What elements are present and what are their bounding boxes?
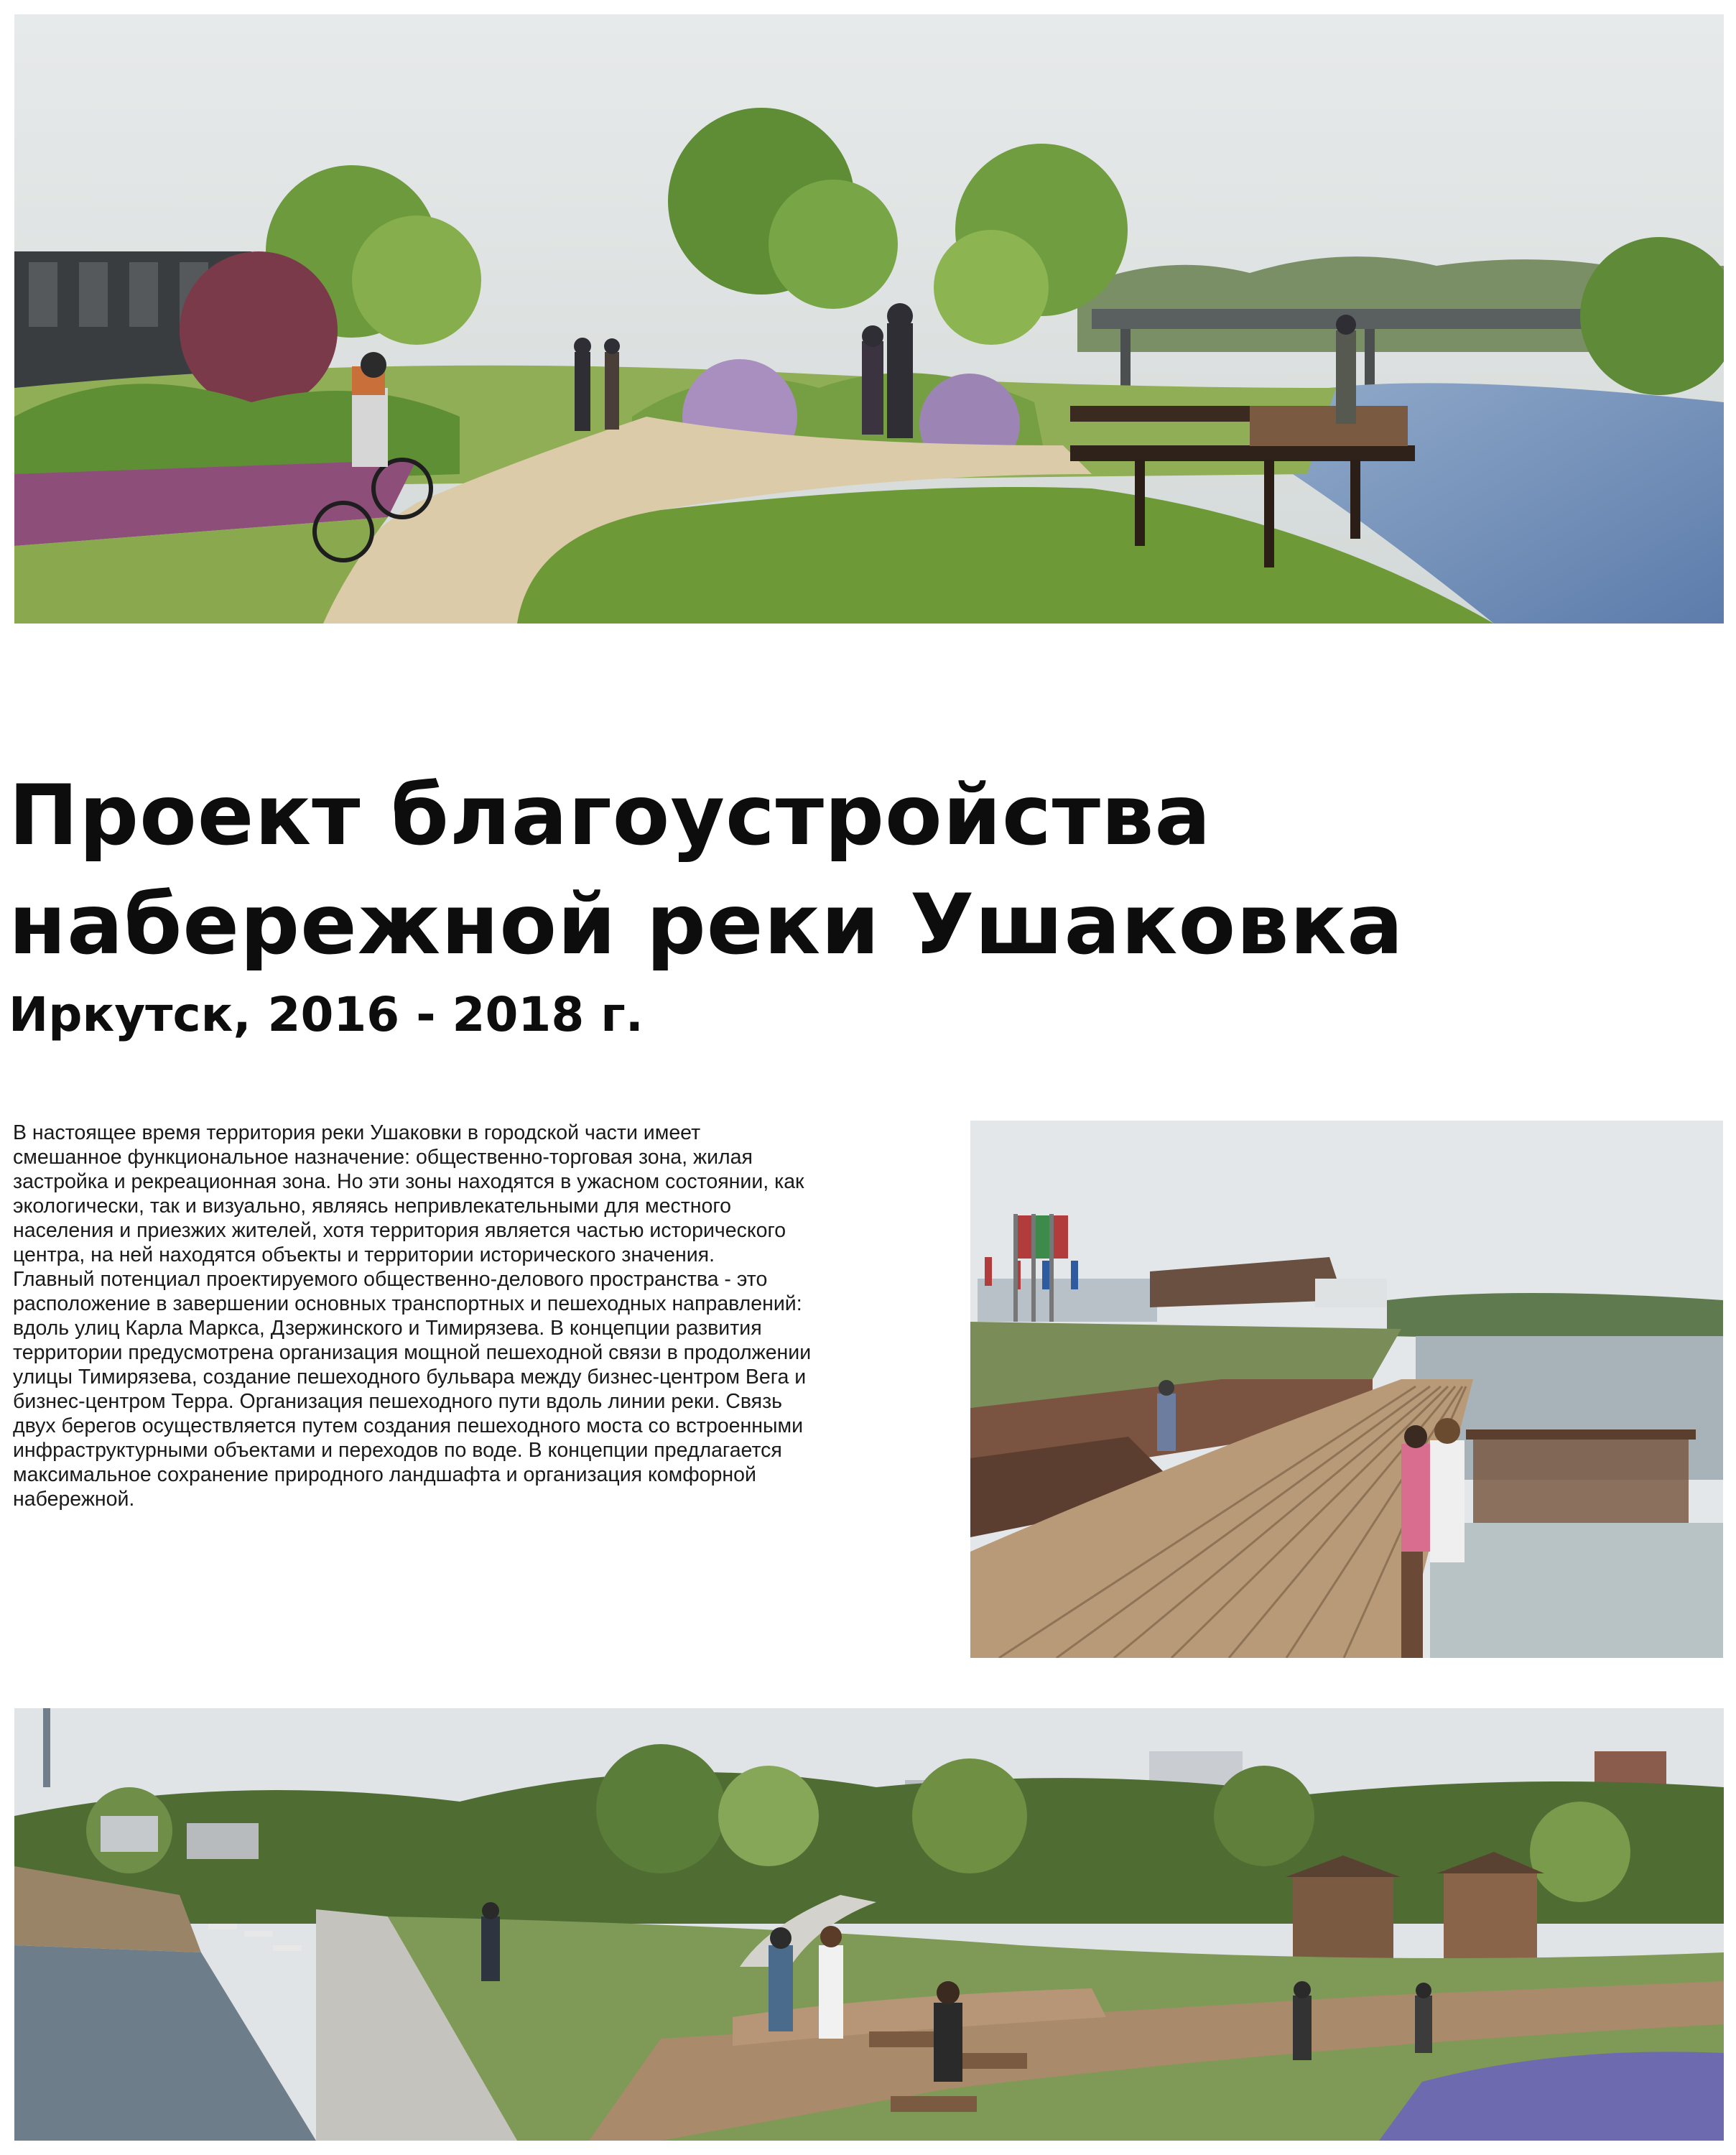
- project-description: [13, 1121, 911, 1511]
- description-line: расположение в завершении основных транспортных и пешеходных направлений:: [13, 1292, 802, 1315]
- description-line: экологически, так и визуально, являясь непривлекательными для местного: [13, 1195, 731, 1218]
- description-line: смешанное функциональное назначение: общественно-торговая зона, жилая: [13, 1146, 753, 1169]
- page-title-line-2: набережной реки Ушаковка: [9, 876, 1404, 973]
- page-subtitle: Иркутск, 2016 - 2018 г.: [9, 987, 644, 1042]
- page-title-line-1: Проект благоустройства: [9, 767, 1212, 864]
- title-block: [9, 761, 1445, 1047]
- description-line: В настоящее время территория реки Ушаковки в городской части имеет: [13, 1121, 701, 1144]
- description-line: инфраструктурными объектами и переходов по воде. В концепции предлагается: [13, 1439, 782, 1462]
- description-line: населения и приезжих жителей, хотя территория является частью исторического: [13, 1219, 786, 1242]
- description-line: центра, на ней находятся объекты и территории исторического значения.: [13, 1243, 715, 1266]
- boardwalk-rendering: [970, 1121, 1723, 1658]
- riverside-park-rendering: [14, 1708, 1724, 2141]
- description-line: максимальное сохранение природного ландшафта и организация комфорной: [13, 1463, 756, 1486]
- description-line: бизнес-центром Терра. Организация пешеходного пути вдоль линии реки. Связь: [13, 1390, 783, 1413]
- description-line: Главный потенциал проектируемого общественно-делового пространства - это: [13, 1268, 768, 1291]
- description-line: улицы Тимирязева, создание пешеходного бульвара между бизнес-центром Вега и: [13, 1366, 807, 1389]
- hero-rendering: [14, 14, 1724, 624]
- description-line: вдоль улиц Карла Маркса, Дзержинского и Тимирязева. В концепции развития: [13, 1317, 762, 1340]
- description-line: двух берегов осуществляется путем создания пешеходного моста со встроенными: [13, 1414, 803, 1437]
- description-line: набережной.: [13, 1488, 135, 1511]
- description-line: территории предусмотрена организация мощной пешеходной связи в продолжении: [13, 1341, 812, 1364]
- description-line: застройка и рекреационная зона. Но эти зоны находятся в ужасном состоянии, как: [13, 1170, 804, 1193]
